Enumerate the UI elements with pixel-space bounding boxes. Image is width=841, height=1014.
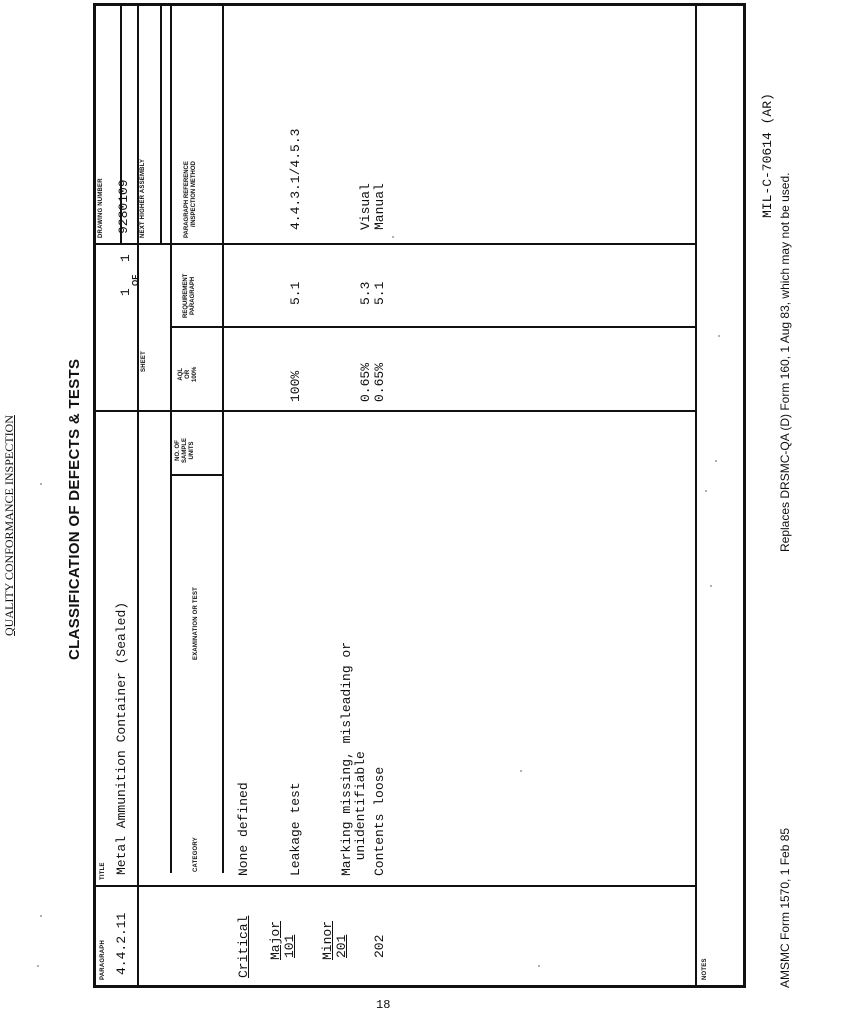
category-minor-head: Minor bbox=[320, 920, 335, 960]
req-contents: 5.1 bbox=[372, 281, 387, 305]
method-leakage: 4.4.3.1/4.5.3 bbox=[288, 128, 303, 230]
col-exam: EXAMINATION OR TEST bbox=[193, 586, 199, 660]
category-critical: Critical bbox=[236, 915, 251, 978]
drawing-number-value: 9280109 bbox=[116, 179, 131, 234]
req-marking: 5.3 bbox=[358, 281, 373, 305]
aql-leakage: 100% bbox=[288, 370, 303, 402]
paragraph-label: PARAGRAPH bbox=[100, 939, 106, 980]
drawing-number-label: DRAWING NUMBER bbox=[98, 178, 104, 238]
form-heading: CLASSIFICATION OF DEFECTS & TESTS bbox=[66, 358, 83, 660]
notes-label: NOTES bbox=[702, 958, 708, 980]
category-201: 201 bbox=[334, 934, 349, 958]
col-category: CATEGORY bbox=[193, 837, 199, 872]
form-frame bbox=[93, 3, 746, 988]
replaces-note: Replaces DRSMC-QA (D) Form 160, 1 Aug 83, which may not be used. bbox=[778, 172, 792, 552]
method-contents: Manual bbox=[372, 183, 387, 230]
title-value: Metal Ammunition Container (Sealed) bbox=[114, 601, 129, 875]
category-major-head: Major bbox=[268, 920, 283, 960]
col-aql: AQL OR 100% bbox=[178, 366, 198, 382]
category-202: 202 bbox=[372, 934, 387, 958]
paragraph-value: 4.4.2.11 bbox=[114, 912, 129, 975]
aql-contents: 0.65% bbox=[372, 362, 387, 402]
col-sample: NO. OF SAMPLE UNITS bbox=[175, 437, 195, 463]
exam-none-defined: None defined bbox=[236, 782, 251, 876]
method-marking: Visual bbox=[358, 183, 373, 230]
page-title: QUALITY CONFORMANCE INSPECTION bbox=[2, 415, 16, 636]
exam-contents-loose: Contents loose bbox=[372, 766, 387, 876]
col-req: REQUIREMENT PARAGRAPH bbox=[183, 273, 196, 318]
form-id: AMSMC Form 1570, 1 Feb 85 bbox=[778, 827, 792, 988]
category-101: 101 bbox=[282, 934, 297, 958]
title-label: TITLE bbox=[100, 862, 106, 880]
spec-number: MIL-C-70614 (AR) bbox=[760, 93, 775, 218]
aql-marking: 0.65% bbox=[358, 362, 373, 402]
sheet-num: 1 bbox=[118, 288, 133, 296]
sheet-label: SHEET bbox=[141, 350, 147, 372]
exam-leakage: Leakage test bbox=[288, 782, 303, 876]
col-method: PARAGRAPH REFERENCE /INSPECTION METHOD bbox=[184, 161, 197, 238]
page-number: 18 bbox=[376, 998, 391, 1012]
sheet-of: OF bbox=[131, 274, 140, 286]
next-assembly-label: NEXT HIGHER ASSEMBLY bbox=[140, 158, 146, 238]
sheet-total: 1 bbox=[118, 254, 133, 262]
exam-marking: Marking missing, misleading or unidentifiable bbox=[339, 641, 368, 876]
req-leakage: 5.1 bbox=[288, 281, 303, 305]
